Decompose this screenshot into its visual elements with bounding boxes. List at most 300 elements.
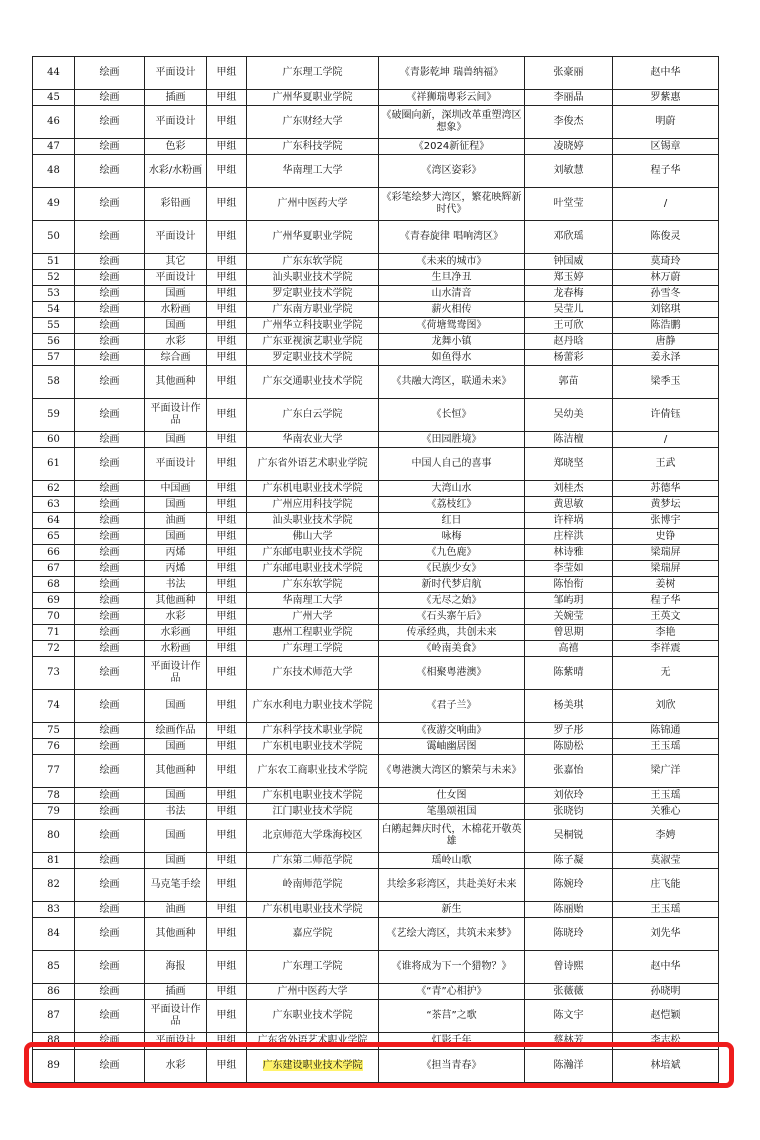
cell-type: 国画 bbox=[145, 432, 207, 448]
cell-school: 广东机电职业技术学院 bbox=[247, 481, 379, 497]
cell-group: 甲组 bbox=[207, 561, 247, 577]
cell-category: 绘画 bbox=[75, 270, 145, 286]
table-row bbox=[33, 593, 719, 609]
table-body bbox=[33, 57, 719, 1083]
cell-author: 陈怡衔 bbox=[525, 577, 613, 593]
table-row bbox=[33, 723, 719, 739]
cell-group: 甲组 bbox=[207, 951, 247, 984]
cell-type: 插画 bbox=[145, 984, 207, 1000]
cell-group: 甲组 bbox=[207, 155, 247, 188]
cell-author: 陈婉玲 bbox=[525, 869, 613, 902]
cell-title: 白鹇起舞庆时代，木棉花开敬英雄 bbox=[379, 820, 525, 853]
cell-advisor: 赵中华 bbox=[613, 57, 719, 90]
cell-group: 甲组 bbox=[207, 513, 247, 529]
cell-type: 水彩 bbox=[145, 609, 207, 625]
table-row bbox=[33, 106, 719, 139]
cell-category: 绘画 bbox=[75, 625, 145, 641]
cell-category: 绘画 bbox=[75, 334, 145, 350]
cell-title: 《岭南美食》 bbox=[379, 641, 525, 657]
cell-advisor: 姜树 bbox=[613, 577, 719, 593]
cell-type: 综合画 bbox=[145, 350, 207, 366]
cell-category: 绘画 bbox=[75, 221, 145, 254]
cell-advisor: 程子华 bbox=[613, 155, 719, 188]
cell-category: 绘画 bbox=[75, 254, 145, 270]
highlighted-school: 广东建设职业技术学院 bbox=[262, 1060, 363, 1071]
cell-no: 87 bbox=[33, 1000, 75, 1033]
cell-no: 73 bbox=[33, 657, 75, 690]
cell-school: 广东白云学院 bbox=[247, 399, 379, 432]
cell-category: 绘画 bbox=[75, 820, 145, 853]
cell-no: 62 bbox=[33, 481, 75, 497]
cell-type: 书法 bbox=[145, 804, 207, 820]
table-row bbox=[33, 57, 719, 90]
table-row bbox=[33, 951, 719, 984]
cell-title: 《青春旋律 唱响湾区》 bbox=[379, 221, 525, 254]
cell-title: 《无尽之始》 bbox=[379, 593, 525, 609]
table-row bbox=[33, 739, 719, 755]
cell-advisor: 孙晓明 bbox=[613, 984, 719, 1000]
cell-advisor: / bbox=[613, 432, 719, 448]
cell-advisor: 区锡章 bbox=[613, 139, 719, 155]
cell-author: 刘桂杰 bbox=[525, 481, 613, 497]
cell-school: 广州大学 bbox=[247, 609, 379, 625]
cell-category: 绘画 bbox=[75, 497, 145, 513]
cell-group: 甲组 bbox=[207, 609, 247, 625]
cell-group: 甲组 bbox=[207, 984, 247, 1000]
table-row bbox=[33, 90, 719, 106]
cell-title: 笔墨颂祖国 bbox=[379, 804, 525, 820]
cell-no: 48 bbox=[33, 155, 75, 188]
cell-title: 《担当青春》 bbox=[379, 1050, 525, 1083]
cell-advisor: 庄飞能 bbox=[613, 869, 719, 902]
cell-author: 庄梓洪 bbox=[525, 529, 613, 545]
cell-type: 国画 bbox=[145, 497, 207, 513]
cell-no: 78 bbox=[33, 788, 75, 804]
cell-advisor: 无 bbox=[613, 657, 719, 690]
cell-author: 陈洁檀 bbox=[525, 432, 613, 448]
cell-type: 马克笔手绘 bbox=[145, 869, 207, 902]
cell-school: 罗定职业技术学院 bbox=[247, 350, 379, 366]
cell-title: 《长恒》 bbox=[379, 399, 525, 432]
cell-no: 77 bbox=[33, 755, 75, 788]
cell-type: 彩铅画 bbox=[145, 188, 207, 221]
cell-group: 甲组 bbox=[207, 755, 247, 788]
cell-group: 甲组 bbox=[207, 641, 247, 657]
cell-advisor: 刘先华 bbox=[613, 918, 719, 951]
cell-author: 蔡林芳 bbox=[525, 1033, 613, 1050]
cell-school: 广州华立科技职业学院 bbox=[247, 318, 379, 334]
cell-no: 63 bbox=[33, 497, 75, 513]
cell-group: 甲组 bbox=[207, 302, 247, 318]
cell-advisor: 林培斌 bbox=[613, 1050, 719, 1083]
cell-title: 《相聚粤港澳》 bbox=[379, 657, 525, 690]
cell-type: 平面设计作品 bbox=[145, 399, 207, 432]
cell-type: 平面设计 bbox=[145, 57, 207, 90]
cell-advisor: 王英文 bbox=[613, 609, 719, 625]
cell-school: 广州中医药大学 bbox=[247, 188, 379, 221]
cell-type: 油画 bbox=[145, 513, 207, 529]
cell-author: 邹屿玥 bbox=[525, 593, 613, 609]
cell-no: 51 bbox=[33, 254, 75, 270]
table-row bbox=[33, 853, 719, 869]
cell-school: 广东省外语艺术职业学院 bbox=[247, 1033, 379, 1050]
cell-title: 《石头寨午后》 bbox=[379, 609, 525, 625]
cell-type: 水粉画 bbox=[145, 641, 207, 657]
cell-category: 绘画 bbox=[75, 641, 145, 657]
cell-advisor: 唐静 bbox=[613, 334, 719, 350]
cell-no: 86 bbox=[33, 984, 75, 1000]
cell-author: 刘依玲 bbox=[525, 788, 613, 804]
cell-school: 佛山大学 bbox=[247, 529, 379, 545]
cell-author: 张豪丽 bbox=[525, 57, 613, 90]
cell-advisor: 梁季玉 bbox=[613, 366, 719, 399]
cell-school: 广东农工商职业技术学院 bbox=[247, 755, 379, 788]
cell-group: 甲组 bbox=[207, 318, 247, 334]
cell-author: 龙春梅 bbox=[525, 286, 613, 302]
cell-category: 绘画 bbox=[75, 286, 145, 302]
cell-advisor: 梁瑞屏 bbox=[613, 561, 719, 577]
table-row bbox=[33, 366, 719, 399]
table-row bbox=[33, 609, 719, 625]
cell-no: 83 bbox=[33, 902, 75, 918]
cell-group: 甲组 bbox=[207, 399, 247, 432]
cell-school: 北京师范大学珠海校区 bbox=[247, 820, 379, 853]
cell-school: 惠州工程职业学院 bbox=[247, 625, 379, 641]
cell-school: 广东交通职业技术学院 bbox=[247, 366, 379, 399]
cell-category: 绘画 bbox=[75, 188, 145, 221]
cell-title: 瑶岭山歌 bbox=[379, 853, 525, 869]
cell-title: 霭岫幽居图 bbox=[379, 739, 525, 755]
cell-category: 绘画 bbox=[75, 513, 145, 529]
cell-author: 黄思敏 bbox=[525, 497, 613, 513]
cell-no: 49 bbox=[33, 188, 75, 221]
cell-type: 色彩 bbox=[145, 139, 207, 155]
cell-category: 绘画 bbox=[75, 1050, 145, 1083]
cell-school: 广东理工学院 bbox=[247, 641, 379, 657]
cell-author: 杨美琪 bbox=[525, 690, 613, 723]
cell-title: 《九色鹿》 bbox=[379, 545, 525, 561]
cell-group: 甲组 bbox=[207, 188, 247, 221]
cell-type: 平面设计 bbox=[145, 1033, 207, 1050]
cell-author: 许梓埚 bbox=[525, 513, 613, 529]
cell-no: 56 bbox=[33, 334, 75, 350]
cell-group: 甲组 bbox=[207, 577, 247, 593]
cell-no: 70 bbox=[33, 609, 75, 625]
cell-advisor: 孙雪冬 bbox=[613, 286, 719, 302]
cell-school: 江门职业技术学院 bbox=[247, 804, 379, 820]
cell-advisor: 林万蔚 bbox=[613, 270, 719, 286]
cell-group: 甲组 bbox=[207, 139, 247, 155]
cell-title: 《2024新征程》 bbox=[379, 139, 525, 155]
cell-advisor: 王玉瑶 bbox=[613, 739, 719, 755]
table-row bbox=[33, 869, 719, 902]
cell-no: 53 bbox=[33, 286, 75, 302]
cell-type: 中国画 bbox=[145, 481, 207, 497]
cell-group: 甲组 bbox=[207, 106, 247, 139]
cell-title: 传承经典，共创未来 bbox=[379, 625, 525, 641]
cell-group: 甲组 bbox=[207, 529, 247, 545]
cell-title: 《民族少女》 bbox=[379, 561, 525, 577]
cell-category: 绘画 bbox=[75, 1000, 145, 1033]
cell-no: 64 bbox=[33, 513, 75, 529]
cell-title: 红日 bbox=[379, 513, 525, 529]
table-row bbox=[33, 1000, 719, 1033]
cell-school: 广东邮电职业技术学院 bbox=[247, 545, 379, 561]
cell-no: 54 bbox=[33, 302, 75, 318]
cell-title: 山水清音 bbox=[379, 286, 525, 302]
cell-group: 甲组 bbox=[207, 804, 247, 820]
cell-group: 甲组 bbox=[207, 739, 247, 755]
cell-title: 《未来的城市》 bbox=[379, 254, 525, 270]
table-row bbox=[33, 918, 719, 951]
cell-no: 84 bbox=[33, 918, 75, 951]
cell-title: 《破圈向新，深圳改革重塑湾区想象》 bbox=[379, 106, 525, 139]
cell-category: 绘画 bbox=[75, 657, 145, 690]
cell-school: 广东理工学院 bbox=[247, 951, 379, 984]
cell-group: 甲组 bbox=[207, 366, 247, 399]
cell-school: 华南理工大学 bbox=[247, 593, 379, 609]
cell-author: 钟国威 bbox=[525, 254, 613, 270]
cell-school: 广东职业技术学院 bbox=[247, 1000, 379, 1033]
table-row bbox=[33, 545, 719, 561]
cell-group: 甲组 bbox=[207, 270, 247, 286]
cell-group: 甲组 bbox=[207, 334, 247, 350]
cell-school: 广东水利电力职业技术学院 bbox=[247, 690, 379, 723]
cell-school: 广东南方职业学院 bbox=[247, 302, 379, 318]
cell-title: 仕女图 bbox=[379, 788, 525, 804]
cell-school: 广州中医药大学 bbox=[247, 984, 379, 1000]
cell-category: 绘画 bbox=[75, 1033, 145, 1050]
cell-type: 国画 bbox=[145, 820, 207, 853]
cell-category: 绘画 bbox=[75, 788, 145, 804]
cell-type: 插画 bbox=[145, 90, 207, 106]
cell-type: 其他画种 bbox=[145, 918, 207, 951]
cell-no: 81 bbox=[33, 853, 75, 869]
cell-advisor: 姜永泽 bbox=[613, 350, 719, 366]
cell-type: 水彩 bbox=[145, 1050, 207, 1083]
cell-group: 甲组 bbox=[207, 545, 247, 561]
cell-school: 广州应用科技学院 bbox=[247, 497, 379, 513]
cell-author: 陈励松 bbox=[525, 739, 613, 755]
cell-advisor: 程子华 bbox=[613, 593, 719, 609]
cell-author: 吴幼美 bbox=[525, 399, 613, 432]
cell-category: 绘画 bbox=[75, 804, 145, 820]
cell-group: 甲组 bbox=[207, 657, 247, 690]
cell-author: 高禧 bbox=[525, 641, 613, 657]
cell-category: 绘画 bbox=[75, 302, 145, 318]
cell-group: 甲组 bbox=[207, 593, 247, 609]
cell-title: 《君子兰》 bbox=[379, 690, 525, 723]
cell-school: 广东机电职业技术学院 bbox=[247, 788, 379, 804]
cell-school: 广东东软学院 bbox=[247, 254, 379, 270]
cell-no: 76 bbox=[33, 739, 75, 755]
cell-group: 甲组 bbox=[207, 788, 247, 804]
cell-group: 甲组 bbox=[207, 497, 247, 513]
cell-category: 绘画 bbox=[75, 448, 145, 481]
cell-school: 广东东软学院 bbox=[247, 577, 379, 593]
cell-no: 82 bbox=[33, 869, 75, 902]
cell-author: 陈晓玲 bbox=[525, 918, 613, 951]
cell-group: 甲组 bbox=[207, 481, 247, 497]
cell-advisor: 史铮 bbox=[613, 529, 719, 545]
cell-author: 曾诗熙 bbox=[525, 951, 613, 984]
cell-category: 绘画 bbox=[75, 593, 145, 609]
cell-title: 《湾区姿彩》 bbox=[379, 155, 525, 188]
cell-advisor: 赵恺颖 bbox=[613, 1000, 719, 1033]
cell-no: 46 bbox=[33, 106, 75, 139]
cell-no: 80 bbox=[33, 820, 75, 853]
cell-category: 绘画 bbox=[75, 545, 145, 561]
table-row bbox=[33, 350, 719, 366]
cell-advisor: 梁瑞屏 bbox=[613, 545, 719, 561]
cell-type: 水彩画 bbox=[145, 625, 207, 641]
cell-school: 嘉应学院 bbox=[247, 918, 379, 951]
cell-title: 共绘多彩湾区，共赴美好未来 bbox=[379, 869, 525, 902]
cell-group: 甲组 bbox=[207, 57, 247, 90]
cell-group: 甲组 bbox=[207, 902, 247, 918]
cell-type: 平面设计作品 bbox=[145, 657, 207, 690]
cell-author: 罗子彤 bbox=[525, 723, 613, 739]
cell-no: 65 bbox=[33, 529, 75, 545]
cell-author: 赵丹晗 bbox=[525, 334, 613, 350]
cell-group: 甲组 bbox=[207, 432, 247, 448]
cell-title: 大湾山水 bbox=[379, 481, 525, 497]
cell-type: 其他画种 bbox=[145, 755, 207, 788]
cell-title: 中国人自己的喜事 bbox=[379, 448, 525, 481]
cell-author: 张薇薇 bbox=[525, 984, 613, 1000]
cell-no: 60 bbox=[33, 432, 75, 448]
cell-title: 《粤港澳大湾区的繁荣与未来》 bbox=[379, 755, 525, 788]
table-row bbox=[33, 497, 719, 513]
cell-advisor: 许倩钰 bbox=[613, 399, 719, 432]
cell-title: 咏梅 bbox=[379, 529, 525, 545]
cell-advisor: 梁广洋 bbox=[613, 755, 719, 788]
cell-category: 绘画 bbox=[75, 918, 145, 951]
cell-school: 广东财经大学 bbox=[247, 106, 379, 139]
table-row bbox=[33, 139, 719, 155]
cell-advisor: / bbox=[613, 188, 719, 221]
cell-no: 85 bbox=[33, 951, 75, 984]
cell-author: 陈子凝 bbox=[525, 853, 613, 869]
cell-advisor: 关雅心 bbox=[613, 804, 719, 820]
cell-title: 《彩笔绘梦大湾区，繁花映辉新时代》 bbox=[379, 188, 525, 221]
table-row bbox=[33, 155, 719, 188]
table-row bbox=[33, 432, 719, 448]
table-row bbox=[33, 399, 719, 432]
table-row bbox=[33, 529, 719, 545]
table-row bbox=[33, 788, 719, 804]
cell-no: 68 bbox=[33, 577, 75, 593]
cell-school: 广东省外语艺术职业学院 bbox=[247, 448, 379, 481]
cell-title: 《田园胜境》 bbox=[379, 432, 525, 448]
cell-title: 《艺绘大湾区，共筑未来梦》 bbox=[379, 918, 525, 951]
cell-no: 61 bbox=[33, 448, 75, 481]
highlight-box bbox=[24, 1042, 734, 1088]
cell-no: 45 bbox=[33, 90, 75, 106]
cell-title: 《青影乾坤 瑞兽纳福》 bbox=[379, 57, 525, 90]
cell-no: 66 bbox=[33, 545, 75, 561]
cell-category: 绘画 bbox=[75, 869, 145, 902]
cell-type: 国画 bbox=[145, 286, 207, 302]
table-row bbox=[33, 804, 719, 820]
table-row bbox=[33, 221, 719, 254]
cell-school: 广东理工学院 bbox=[247, 57, 379, 90]
cell-title: 薪火相传 bbox=[379, 302, 525, 318]
table-row bbox=[33, 641, 719, 657]
cell-title: 新时代梦启航 bbox=[379, 577, 525, 593]
table-row bbox=[33, 448, 719, 481]
cell-category: 绘画 bbox=[75, 739, 145, 755]
cell-author: 邓欣瑶 bbox=[525, 221, 613, 254]
cell-title: 《“青”心相护》 bbox=[379, 984, 525, 1000]
cell-no: 52 bbox=[33, 270, 75, 286]
cell-school: 华南理工大学 bbox=[247, 155, 379, 188]
cell-category: 绘画 bbox=[75, 984, 145, 1000]
cell-title: 《祥狮瑞粤彩云间》 bbox=[379, 90, 525, 106]
cell-school: 广州华夏职业学院 bbox=[247, 90, 379, 106]
table-row bbox=[33, 902, 719, 918]
table-row bbox=[33, 188, 719, 221]
cell-advisor: 莫淑莹 bbox=[613, 853, 719, 869]
cell-advisor: 明蔚 bbox=[613, 106, 719, 139]
cell-advisor: 黄梦坛 bbox=[613, 497, 719, 513]
cell-category: 绘画 bbox=[75, 366, 145, 399]
cell-author: 曾思期 bbox=[525, 625, 613, 641]
cell-group: 甲组 bbox=[207, 723, 247, 739]
cell-type: 国画 bbox=[145, 318, 207, 334]
cell-school: 汕头职业技术学院 bbox=[247, 513, 379, 529]
cell-no: 67 bbox=[33, 561, 75, 577]
cell-author: 郭苗 bbox=[525, 366, 613, 399]
cell-school: 广州华夏职业学院 bbox=[247, 221, 379, 254]
cell-no: 58 bbox=[33, 366, 75, 399]
cell-type: 平面设计 bbox=[145, 448, 207, 481]
table-row bbox=[33, 318, 719, 334]
cell-advisor: 王玉瑶 bbox=[613, 788, 719, 804]
cell-type: 国画 bbox=[145, 529, 207, 545]
cell-category: 绘画 bbox=[75, 853, 145, 869]
cell-author: 刘敏慧 bbox=[525, 155, 613, 188]
cell-advisor: 苏德华 bbox=[613, 481, 719, 497]
cell-school: 汕头职业技术学院 bbox=[247, 270, 379, 286]
cell-group: 甲组 bbox=[207, 286, 247, 302]
cell-category: 绘画 bbox=[75, 690, 145, 723]
cell-type: 水彩 bbox=[145, 334, 207, 350]
table-row bbox=[33, 270, 719, 286]
cell-category: 绘画 bbox=[75, 902, 145, 918]
cell-author: 陈紫晴 bbox=[525, 657, 613, 690]
table-row bbox=[33, 481, 719, 497]
table-row bbox=[33, 690, 719, 723]
cell-author: 王可欣 bbox=[525, 318, 613, 334]
cell-group: 甲组 bbox=[207, 254, 247, 270]
cell-advisor: 王武 bbox=[613, 448, 719, 481]
table-row bbox=[33, 513, 719, 529]
cell-author: 李丽晶 bbox=[525, 90, 613, 106]
cell-no: 88 bbox=[33, 1033, 75, 1050]
cell-no: 50 bbox=[33, 221, 75, 254]
cell-advisor: 罗紫惠 bbox=[613, 90, 719, 106]
cell-advisor: 陈锦通 bbox=[613, 723, 719, 739]
cell-category: 绘画 bbox=[75, 350, 145, 366]
cell-category: 绘画 bbox=[75, 90, 145, 106]
cell-advisor: 赵中华 bbox=[613, 951, 719, 984]
cell-no: 69 bbox=[33, 593, 75, 609]
cell-category: 绘画 bbox=[75, 155, 145, 188]
cell-advisor: 陈俊灵 bbox=[613, 221, 719, 254]
cell-title: “茶莒”之歌 bbox=[379, 1000, 525, 1033]
cell-group: 甲组 bbox=[207, 690, 247, 723]
